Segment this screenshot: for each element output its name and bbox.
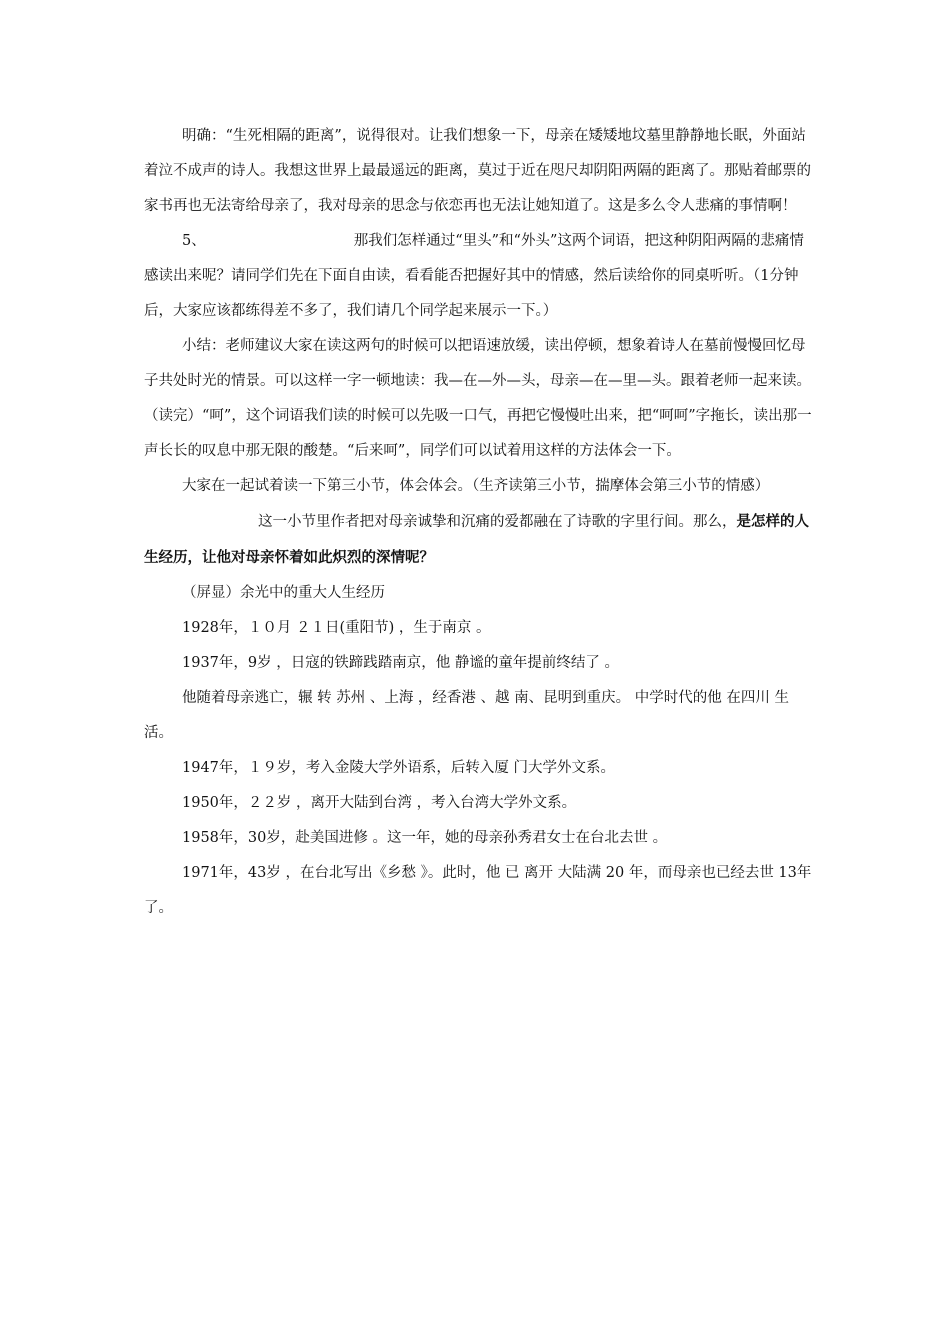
document-page — [144, 119, 814, 926]
paragraph-step-5 — [144, 224, 814, 329]
transition-text: 这一小节里作者把对母亲诚挚和沉痛的爱都融在了诗歌的字里行间。那么， — [258, 514, 737, 530]
timeline-1971: 1971年，43岁 ，在台北写出《乡愁 》。此时，他 已 离开 大陆满 20 年，而母亲也已经去世 13年了。 — [144, 865, 812, 916]
timeline-1928: 1928年，１０月 ２１日(重阳节) ，生于南京 。 — [182, 620, 491, 636]
paragraph-group-reading: 大家在一起试着读一下第三小节，体会体会。（生齐读第三小节，揣摩体会第三小节的情感） — [182, 478, 770, 494]
step-text: 那我们怎样通过“里头”和“外头”这两个词语，把这种阴阳两隔的悲痛情感读出来呢？请同学们先在下面自由读，看看能否把握好其中的情感，然后读给你的同桌听听。（1分钟后，大家应该都练得差不多了，我们请几个同学起来展示一下。） — [144, 233, 804, 319]
paragraph-screen-title: （屏显）余光中的重大人生经历 — [182, 585, 385, 601]
timeline-1950: 1950年，２２岁 ，离开大陆到台湾 ，考入台湾大学外文系。 — [182, 795, 577, 811]
timeline-1947: 1947年，１９岁，考入金陵大学外语系，后转入厦 门大学外文系。 — [182, 760, 616, 776]
paragraph-clarification: 明确：“生死相隔的距离”，说得很对。让我们想象一下，母亲在矮矮地坟墓里静静地长眠，外面站着泣不成声的诗人。我想这世界上最最遥远的距离，莫过于近在咫尺却阴阳两隔的距离了。那贴着邮票的家书再也无法寄给母亲了，我对母亲的思念与依恋再也无法让她知道了。这是多么令人悲痛的事情啊！ — [144, 128, 811, 214]
timeline-1958: 1958年，30岁，赴美国进修 。这一年，她的母亲孙秀君女士在台北去世 。 — [182, 830, 668, 846]
timeline-escape: 他随着母亲逃亡，辗 转 苏州 、上海 ，经香港 、越 南、昆明到重庆。 中学时代的他 在四川 生活。 — [144, 690, 789, 741]
timeline-1937: 1937年，9岁 ，日寇的铁蹄践踏南京，他 静谧的童年提前终结了 。 — [182, 655, 619, 671]
transition-question: 是怎样的人生经历，让他对母亲怀着如此炽烈的深情呢？ — [144, 513, 809, 566]
paragraph-summary: 小结：老师建议大家在读这两句的时候可以把语速放缓，读出停顿，想象着诗人在墓前慢慢回忆母子共处时光的情景。可以这样一字一顿地读：我—在—外—头，母亲—在—里—头。跟着老师一起来读。（读完）“呵”，这个词语我们读的时候可以先吸一口气，再把它慢慢吐出来，把“呵呵”字拖长，读出那一声长长的叹息中那无限的酸楚。“后来呵”，同学们可以试着用这样的方法体会一下。 — [144, 338, 812, 459]
paragraph-transition — [144, 504, 814, 576]
step-number: 5、 — [182, 233, 206, 249]
